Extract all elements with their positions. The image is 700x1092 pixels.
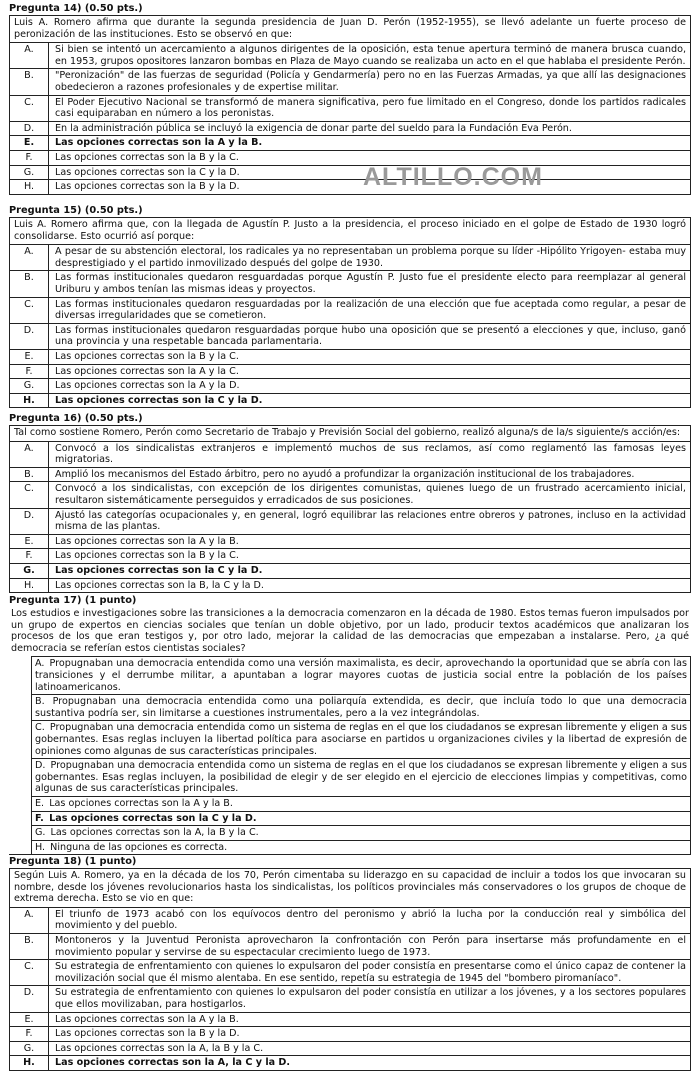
- question-box: [9, 868, 691, 1071]
- option-d: [10, 323, 690, 349]
- option-text: Las opciones correctas son la B y la D.: [55, 181, 240, 193]
- option-text: Las formas institucionales quedaron resguardadas porque Agustín P. Justo fue el presidente electo para reemplazar al general Uriburu y ambos tenían las mismas ideas y proyectos.: [55, 272, 686, 295]
- question-stem: Según Luis A. Romero, ya en la década de los 70, Perón cimentaba su liderazgo en su capacidad de incluir a todos los que invocaran su nombre, desde los jóvenes revolucionarios hasta los sindicalistas, los políticos provinciales más conservadores o los grupos de choque de extrema derecha. Esto se vio en que:: [14, 870, 686, 905]
- option-g: [31, 825, 690, 840]
- question-header: Pregunta 18) (1 punto): [9, 856, 137, 867]
- question-15: [9, 204, 691, 408]
- option-c: [31, 720, 690, 758]
- option-text: Las opciones correctas son la C y la D.: [55, 564, 263, 576]
- option-letter: H.: [10, 394, 49, 408]
- option-letter: G.: [10, 564, 49, 578]
- option-f: [10, 150, 690, 165]
- option-text: Si bien se intentó un acercamiento a algunos dirigentes de la oposición, esta tenue apertura terminó de manera brusca cuando, en 1953, grupos opositores lanzaron bombas en Plaza de Mayo cuando se realizaba un acto en el que hablaba el presidente Perón.: [55, 44, 686, 67]
- option-text: Amplió los mecanismos del Estado árbitro, pero no ayudó a profundizar la organización institucional de los trabajadores.: [55, 468, 635, 480]
- option-a: [10, 244, 690, 270]
- option-f: [10, 364, 690, 379]
- question-header: Pregunta 17) (1 punto): [9, 595, 137, 606]
- option-e: [10, 349, 690, 364]
- option-letter: C.: [10, 96, 49, 121]
- option-h: [10, 179, 690, 194]
- option-f: [10, 1026, 690, 1041]
- option-b: [10, 68, 690, 94]
- options-box: [9, 656, 691, 855]
- option-text: Las opciones correctas son la A y la C.: [55, 365, 239, 377]
- option-letter: C.: [10, 960, 49, 985]
- option-letter: C.: [10, 298, 49, 323]
- option-letter: C.: [10, 482, 49, 507]
- option-d: [10, 121, 690, 136]
- option-text: Propugnaban una democracia entendida como un sistema de reglas en el que los ciudadanos se expresan libremente y eligen a sus gobernantes. Esas reglas incluyen la libertad política para asociarse en partidos u organizaciones civiles y la libertad de expresión de opiniones como algunas de sus características principales.: [35, 722, 687, 757]
- option-letter: E.: [10, 136, 49, 150]
- option-text: Las opciones correctas son la C y la D.: [49, 812, 257, 824]
- option-letter: E.: [10, 1013, 49, 1027]
- option-text: Las opciones correctas son la B y la C.: [55, 151, 239, 163]
- question-16: [9, 412, 691, 593]
- option-letter: F.: [35, 812, 44, 824]
- option-letter: A.: [10, 43, 49, 68]
- option-letter: B.: [10, 934, 49, 959]
- question-box: [9, 217, 691, 408]
- option-text: A pesar de su abstención electoral, los radicales ya no representaban un problema porque su líder -Hipólito Yrigoyen- estaba muy desprestigiado y el partido inmovilizado después del golpe de 1930.: [55, 246, 686, 269]
- option-letter: H.: [10, 1056, 49, 1070]
- option-text: Las opciones correctas son la B y la D.: [55, 1028, 240, 1040]
- option-letter: B.: [10, 271, 49, 296]
- option-text: Las opciones correctas son la B y la C.: [55, 550, 239, 562]
- question-stem: Tal como sostiene Romero, Perón como Secretario de Trabajo y Previsión Social del gobierno, realizó alguna/s de la/s siguiente/s acción/es:: [14, 427, 681, 438]
- option-letter: E.: [10, 350, 49, 364]
- option-letter: A.: [10, 908, 49, 933]
- option-text: Su estrategia de enfrentamiento con quienes lo expulsaron del poder consistía en presentarse como el único capaz de contener la movilización social que él mismo alentaba. En ese sentido, repetía su estrategia de 1945 del "bombero piromaníaco".: [55, 961, 686, 984]
- option-h: [10, 393, 690, 408]
- option-d: [10, 508, 690, 534]
- option-letter: E.: [35, 797, 45, 809]
- option-letter: F.: [10, 365, 49, 379]
- option-text: Convocó a los sindicalistas, con excepción de los dirigentes comunistas, quienes luego de un frustrado acercamiento inicial, resultaron sistemáticamente perseguidos y erradicados de sus posiciones.: [55, 483, 686, 506]
- option-letter: D.: [10, 324, 49, 349]
- option-g: [10, 563, 690, 578]
- option-b: [10, 467, 690, 482]
- option-text: Las opciones correctas son la B y la C.: [55, 350, 239, 362]
- option-d: [10, 985, 690, 1011]
- option-letter: G.: [10, 166, 49, 180]
- option-h: [10, 1055, 690, 1070]
- option-text: Las opciones correctas son la A y la D.: [55, 380, 240, 392]
- option-letter: D.: [10, 122, 49, 136]
- option-text: El triunfo de 1973 acabó con los equívocos dentro del peronismo y abrió la lucha por la conducción real y simbólica del movimiento y del pueblo.: [55, 908, 686, 932]
- option-a: [10, 42, 690, 68]
- option-b: [10, 933, 690, 959]
- option-a: [10, 907, 690, 933]
- option-letter: D.: [10, 986, 49, 1011]
- option-letter: H.: [10, 579, 49, 593]
- option-c: [10, 481, 690, 507]
- option-text: Propugnaban una democracia entendida como una poliarquía extendida, es decir, que incluía todo lo que una democracia sustantiva podría ser, sin limitarse a cuestiones instrumentales, pero a la vez integrándolas.: [35, 696, 687, 719]
- question-header: Pregunta 16) (0.50 pts.): [9, 413, 143, 424]
- watermark: ALTILLO.COM: [363, 163, 543, 191]
- question-body: [9, 607, 691, 855]
- option-text: "Peronización" de las fuerzas de seguridad (Policía y Gendarmería) pero no en las Fuerzas Armadas, ya que allí las designaciones obedecieron a razones profesionales y de expertise militar.: [55, 70, 686, 93]
- option-letter: F.: [10, 549, 49, 563]
- option-g: [10, 378, 690, 393]
- option-letter: G.: [10, 1042, 49, 1056]
- option-e: [10, 534, 690, 549]
- option-text: Las opciones correctas son la C y la D.: [55, 166, 240, 178]
- option-a: [31, 656, 690, 694]
- option-letter: H.: [10, 180, 49, 194]
- option-b: [31, 694, 690, 720]
- option-b: [10, 270, 690, 296]
- option-c: [10, 959, 690, 985]
- option-letter: C.: [35, 722, 45, 734]
- option-letter: G.: [35, 827, 46, 839]
- option-letter: H.: [35, 841, 46, 853]
- option-text: Las opciones correctas son la A y la B.: [55, 535, 239, 547]
- option-text: Las opciones correctas son la A, la C y la D.: [55, 1057, 291, 1069]
- option-text: Su estrategia de enfrentamiento con quienes lo expulsaron del poder consistía en utilizar a los jóvenes, y a los sectores populares que ellos movilizaban, para hostigarlos.: [55, 987, 686, 1010]
- question-box: [9, 425, 691, 593]
- option-text: Convocó a los sindicalistas extranjeros e implementó muchos de sus reclamos, así como reglamentó las famosas leyes migratorias.: [55, 442, 686, 466]
- option-text: Las opciones correctas son la A y la B.: [49, 797, 233, 809]
- option-text: Las opciones correctas son la A y la B.: [55, 137, 263, 149]
- option-c: [10, 297, 690, 323]
- option-text: Propugnaban una democracia entendida como una versión maximalista, es decir, aprovechando la oportunidad que se abría con las transiciones y el derrumbe militar, a apuntaban a lograr mayores cuotas de justicia social entre la población de los países latinoamericanos.: [35, 658, 687, 693]
- question-box: [9, 15, 691, 195]
- option-h: [10, 578, 690, 593]
- question-17: [9, 594, 691, 855]
- option-letter: F.: [10, 1027, 49, 1041]
- option-text: Las formas institucionales quedaron resguardadas porque hubo una oposición que se presentó a elecciones y que, incluso, ganó una provincia y una respetable bancada parlamentaria.: [55, 324, 686, 348]
- option-c: [10, 95, 690, 121]
- option-letter: E.: [10, 535, 49, 549]
- question-stem: Los estudios e investigaciones sobre las transiciones a la democracia comenzaron en la década de 1980. Estos temas fueron impulsados por un grupo de expertos en ciencias sociales que tenían un doble objetivo, por un lado, producir textos académicos que analizaran los procesos de los que eran testigos y, por otro lado, mejorar la calidad de las democracias que empezaban a instalarse. Pero, ¿a qué democracia se referían estos cientistas sociales?: [11, 608, 689, 654]
- option-text: En la administración pública se incluyó la exigencia de donar parte del sueldo para la Fundación Eva Perón.: [55, 122, 572, 134]
- option-text: Ajustó las categorías ocupacionales y, en general, logró equilibrar las relaciones entre obreros y patrones, incluso en la actividad misma de las plantas.: [55, 509, 686, 533]
- option-f: [10, 548, 690, 563]
- question-stem: Luis A. Romero afirma que, con la llegada de Agustín P. Justo a la presidencia, el proceso iniciado en el golpe de Estado de 1930 logró consolidarse. Esto ocurrió así porque:: [14, 219, 686, 242]
- option-e: [31, 796, 690, 811]
- question-header: Pregunta 15) (0.50 pts.): [9, 205, 143, 216]
- option-letter: A.: [10, 442, 49, 467]
- option-letter: D.: [10, 509, 49, 534]
- option-text: Las opciones correctas son la A y la B.: [55, 1013, 239, 1025]
- option-e: [10, 135, 690, 150]
- question-18: [9, 855, 691, 1071]
- option-letter: A.: [10, 245, 49, 270]
- question-header: Pregunta 14) (0.50 pts.): [9, 3, 143, 14]
- option-letter: G.: [10, 379, 49, 393]
- option-text: Propugnaban una democracia entendida como un sistema de reglas en el que los ciudadanos se expresan libremente y eligen a sus gobernantes. Esas reglas incluyen, la posibilidad de elegir y de ser elegido en el ejercicio de elecciones limpias y competitivas, como algunas de sus características principales.: [35, 760, 687, 795]
- option-d: [31, 758, 690, 796]
- option-letter: B.: [10, 69, 49, 94]
- option-text: Las opciones correctas son la C y la D.: [55, 394, 263, 406]
- option-text: Montoneros y la Juventud Peronista aprovecharon la confrontación con Perón para insertarse más profundamente en el movimiento popular y servirse de su espectacular crecimiento luego de 1973.: [55, 934, 686, 958]
- option-text: Las formas institucionales quedaron resguardadas por la realización de una elección que fue aceptada como regular, a pesar de diversas irregularidades que se cometieron.: [55, 298, 686, 322]
- option-e: [10, 1012, 690, 1027]
- option-letter: A.: [35, 658, 45, 670]
- option-g: [10, 1041, 690, 1056]
- question-stem: Luis A. Romero afirma que durante la segunda presidencia de Juan D. Perón (1952-1955), se llevó adelante un fuerte proceso de peronización de las instituciones. Esto se observó en que:: [14, 17, 686, 40]
- option-text: Las opciones correctas son la B, la C y la D.: [55, 579, 264, 591]
- option-letter: B.: [35, 696, 45, 708]
- option-a: [10, 441, 690, 467]
- option-text: Las opciones correctas son la A, la B y la C.: [50, 827, 259, 839]
- option-text: El Poder Ejecutivo Nacional se transformó de manera significativa, pero fue limitado en el Congreso, donde los partidos radicales casi equiparaban en número a los peronistas.: [55, 96, 686, 120]
- option-letter: B.: [10, 468, 49, 482]
- option-h: [31, 840, 690, 855]
- option-letter: D.: [35, 760, 46, 772]
- option-letter: F.: [10, 151, 49, 165]
- option-text: Ninguna de las opciones es correcta.: [50, 841, 228, 853]
- option-f: [31, 811, 690, 826]
- question-14: [9, 2, 691, 195]
- option-g: [10, 165, 690, 180]
- option-text: Las opciones correctas son la A, la B y la C.: [55, 1042, 264, 1054]
